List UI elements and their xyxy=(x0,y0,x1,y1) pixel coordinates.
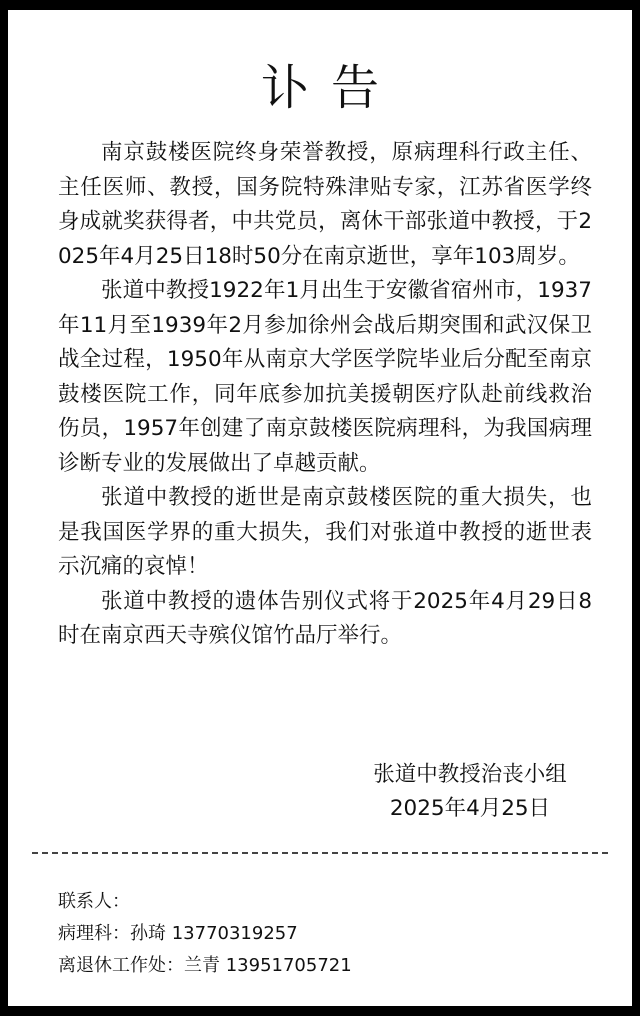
paragraph-biography: 张道中教授1922年1月出生于安徽省宿州市，1937年11月至1939年2月参加徐州会战后期突围和武汉保卫战全过程，1950年从南京大学医学院毕业后分配至南京鼓楼医院工作，同年底参加抗美援朝医疗队赴前线救治伤员，1957年创建了南京鼓楼医院病理科，为我国病理诊断专业的发展做出了卓越贡献。 xyxy=(58,278,592,476)
obituary-page xyxy=(8,10,632,1006)
page-title: 讣告 xyxy=(260,60,401,116)
contact-pathology: 病理科：孙琦 13770319257 xyxy=(58,923,298,944)
paragraph-farewell-ceremony: 张道中教授的遗体告别仪式将于2025年4月29日8时在南京西天寺殡仪馆竹品厅举行。 xyxy=(58,588,592,648)
signature-block xyxy=(350,758,590,826)
contacts-section xyxy=(58,886,352,982)
paragraph-condolence: 张道中教授的逝世是南京鼓楼医院的重大损失，也是我国医学界的重大损失，我们对张道中教授的逝世表示沉痛的哀悼！ xyxy=(58,485,592,579)
paragraph-death-announcement: 南京鼓楼医院终身荣誉教授，原病理科行政主任、主任医师、教授，国务院特殊津贴专家，江苏省医学终身成就奖获得者，中共党员，离休干部张道中教授，于2025年4月25日18时50分在南京逝世，享年103周岁。 xyxy=(58,140,592,269)
contact-retirement-office: 离退休工作处：兰青 13951705721 xyxy=(58,955,352,976)
signature-date: 2025年4月25日 xyxy=(389,796,551,821)
contacts-heading: 联系人： xyxy=(58,891,130,912)
dashed-divider xyxy=(32,852,608,854)
obituary-body xyxy=(58,136,592,654)
signature-organization: 张道中教授治丧小组 xyxy=(373,762,567,787)
